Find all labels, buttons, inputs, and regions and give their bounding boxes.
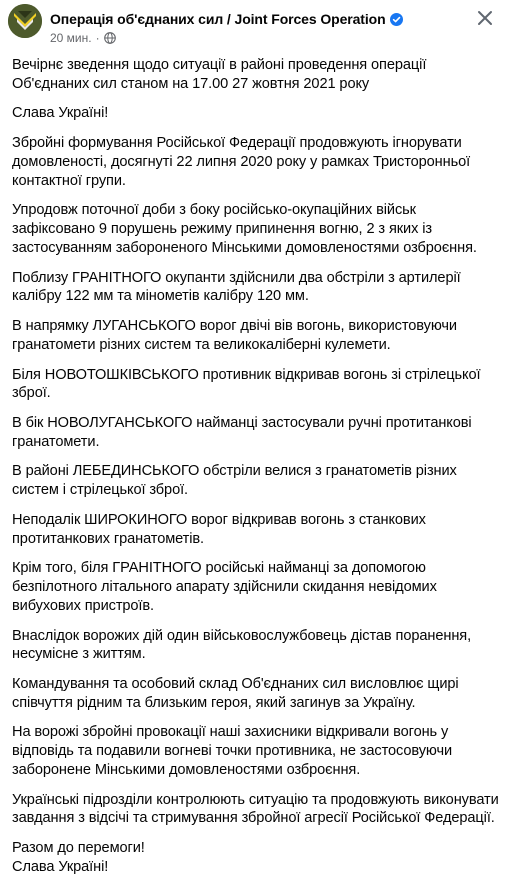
page-name[interactable]: Операція об'єднаних сил / Joint Forces Operation — [50, 11, 386, 27]
closing-block — [12, 839, 502, 876]
post-meta — [50, 31, 116, 45]
post-paragraph: Біля НОВОТОШКІВСЬКОГО противник відкривав вогонь зі стрілецької зброї. — [12, 366, 481, 402]
post-paragraph: Упродовж поточної доби з боку російсько-окупаційних військ зафіксовано 9 порушень режиму припинення вогню, 2 з яких із застосуванням забороненого Мінськими домовленостями озброєння. — [12, 202, 477, 256]
post-text — [12, 56, 502, 888]
post-paragraph: Неподалік ШИРОКИНОГО ворог відкривав вогонь з станкових протитанкових гранатометів. — [12, 511, 426, 547]
jfo-emblem-icon — [8, 4, 42, 38]
post-paragraph: Внаслідок ворожих дій один військовослужбовець дістав поранення, несумісне з життям. — [12, 627, 472, 663]
post-paragraph: Командування та особовий склад Об'єднаних сил висловлює щирі співчуття рідним та близьким героя, який загинув за Україну. — [12, 676, 459, 711]
post-paragraph: В районі ЛЕБЕДИНСЬКОГО обстріли велися з гранатометів різних систем і стрілецької зброї. — [12, 463, 457, 499]
post-paragraph: Вечірнє зведення щодо ситуації в районі проведення операції Об'єднаних сил станом на 17.00 27 жовтня 2021 року — [12, 57, 427, 92]
post-paragraph: В напрямку ЛУГАНСЬКОГО ворог двічі вів вогонь, використовуючи гранатомети різних систем та великокаліберні кулемети. — [12, 318, 457, 353]
post-paragraph: Українські підрозділи контролюють ситуацію та продовжують виконувати завдання з відсічі та стримування збройної агресії Російської Федерації. — [12, 791, 499, 827]
meta-separator: · — [95, 31, 100, 45]
page-avatar[interactable] — [8, 4, 42, 38]
post-paragraph: Слава Україні! — [12, 105, 109, 122]
post-paragraph: На ворожі збройні провокації наші захисники відкривали вогонь у відповідь та подавили вогневі точки противника, не застосовуючи заборонене Мінськими домовленостями озброєння. — [12, 724, 453, 778]
close-icon[interactable] — [476, 9, 494, 27]
post-timestamp[interactable]: 20 мин. — [50, 31, 92, 45]
post-paragraph: Поблизу ГРАНІТНОГО окупанти здійснили два обстріли з артилерії калібру 122 мм та мінометів калібру 120 мм. — [12, 269, 461, 305]
post-paragraph: Збройні формування Російської Федерації продовжують ігнорувати домовленості, досягнуті 22 липня 2020 року у рамках Тристоронньої контактної групи. — [12, 135, 471, 189]
post-paragraph: В бік НОВОЛУГАНСЬКОГО найманці застосували ручні протитанкові гранатомети. — [12, 414, 472, 450]
closing-line: Слава Україні! — [12, 858, 109, 875]
closing-line: Разом до перемоги! — [12, 840, 145, 857]
post-paragraph: Крім того, біля ГРАНІТНОГО російські найманці за допомогою безпілотного літального апарату здійснили скидання невідомих вибухових пристроїв. — [12, 560, 437, 614]
globe-icon[interactable] — [104, 32, 116, 44]
post-header — [0, 0, 508, 52]
verified-badge-icon — [390, 13, 403, 26]
page-name-row — [50, 11, 403, 27]
